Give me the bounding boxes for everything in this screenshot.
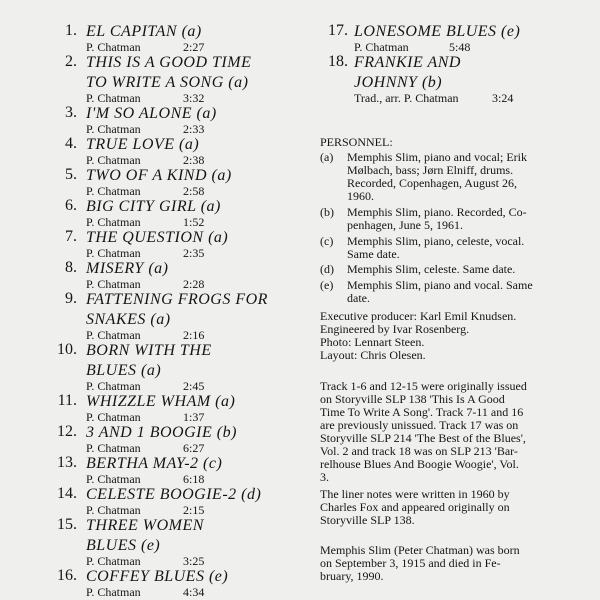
personnel-line: penhagen, June 5, 1961.	[347, 218, 463, 233]
personnel-text	[347, 151, 575, 203]
text-line: on September 3, 1915 and died in Fe-	[320, 556, 501, 570]
personnel-heading: PERSONNEL:	[320, 135, 393, 149]
track-duration: 2:28	[183, 277, 205, 291]
track-composer: P. Chatman	[86, 379, 141, 393]
text-line: bruary, 1990.	[320, 569, 384, 583]
track-title	[86, 22, 311, 42]
personnel-line: Mølbach, bass; Jørn Elniff, drums.	[347, 163, 514, 177]
track-title	[86, 53, 311, 93]
track-title	[86, 228, 311, 248]
track-duration: 2:45	[183, 379, 205, 393]
track-title-line: SNAKES (a)	[86, 311, 171, 328]
liner-note	[320, 488, 565, 527]
track-title	[354, 53, 579, 93]
track-composer: P. Chatman	[86, 153, 141, 167]
track-composer: P. Chatman	[86, 246, 141, 260]
personnel-letter: (a)	[320, 150, 334, 164]
text-line: are previously unissued. Track 17 was on	[320, 418, 519, 432]
track-title-line: THIS IS A GOOD TIME	[86, 54, 252, 71]
track-number: 14.	[57, 485, 77, 502]
track-composer: P. Chatman	[86, 40, 141, 54]
personnel-text	[347, 206, 575, 232]
personnel-text	[347, 235, 575, 261]
track-duration: 2:38	[183, 153, 205, 167]
text-line: 3.	[320, 470, 329, 484]
track-number: 4.	[65, 135, 77, 152]
track-title-line: I'M SO ALONE (a)	[86, 105, 217, 122]
track-composer: P. Chatman	[86, 122, 141, 136]
track-title-line: BERTHA MAY-2 (c)	[86, 455, 223, 472]
track-composer: P. Chatman	[86, 91, 141, 105]
track-title-line: THREE WOMEN	[86, 517, 204, 534]
track-composer: P. Chatman	[86, 184, 141, 198]
personnel-line: Memphis Slim, piano, celeste, vocal.	[347, 233, 525, 248]
track-duration: 5:48	[449, 40, 471, 54]
track-title-line: FATTENING FROGS FOR	[86, 291, 268, 308]
track-credit	[354, 91, 514, 105]
track-composer: P. Chatman	[86, 215, 141, 229]
track-title-line: BIG CITY GIRL (a)	[86, 198, 221, 215]
track-composer: P. Chatman	[86, 503, 141, 517]
track-number: 17.	[328, 22, 348, 39]
track-title	[86, 392, 311, 412]
personnel-line: Memphis Slim, piano. Recorded, Co-	[347, 205, 527, 220]
track-title-line: MISERY (a)	[86, 260, 169, 277]
text-line: Storyville SLP 138.	[320, 513, 415, 527]
track-number: 18.	[328, 53, 348, 70]
track-title-line: BLUES (e)	[86, 537, 161, 554]
track-number: 13.	[57, 454, 77, 471]
track-composer: P. Chatman	[86, 441, 141, 455]
track-composer: P. Chatman	[86, 472, 141, 486]
personnel-text	[347, 279, 575, 305]
track-composer: P. Chatman	[86, 585, 141, 599]
biography-note	[320, 544, 565, 583]
personnel-text	[347, 263, 575, 276]
track-duration: 3:32	[183, 91, 205, 105]
track-composer: P. Chatman	[86, 277, 141, 291]
track-composer: P. Chatman	[354, 40, 409, 54]
track-duration: 6:27	[183, 441, 205, 455]
track-title	[354, 22, 579, 42]
track-number: 12.	[57, 423, 77, 440]
track-title	[86, 454, 311, 474]
track-number: 8.	[65, 259, 77, 276]
track-credit	[86, 585, 205, 599]
track-title-line: EL CAPITAN (a)	[86, 23, 202, 40]
track-composer: P. Chatman	[86, 410, 141, 424]
personnel-letter: (e)	[320, 277, 334, 292]
track-title-line: LONESOME BLUES (e)	[354, 23, 521, 40]
track-title	[86, 485, 311, 505]
text-line: Storyville SLP 214 'The Best of the Blues',	[320, 431, 526, 445]
personnel-letter: (b)	[320, 205, 334, 220]
track-duration: 2:58	[183, 184, 205, 198]
track-title	[86, 135, 311, 155]
text-line: Memphis Slim (Peter Chatman) was born	[320, 543, 520, 557]
text-line: Layout: Chris Olesen.	[320, 348, 426, 362]
track-duration: 1:37	[183, 410, 205, 424]
text-line: Time To Write A Song'. Track 7-11 and 16	[320, 405, 524, 419]
track-title-line: WHIZZLE WHAM (a)	[86, 393, 236, 410]
track-duration: 2:15	[183, 503, 205, 517]
track-number: 5.	[65, 166, 77, 183]
track-duration: 2:27	[183, 40, 205, 54]
text-line: The liner notes were written in 1960 by	[320, 487, 510, 501]
right-column	[320, 0, 600, 600]
track-title-line: BLUES (a)	[86, 362, 162, 379]
track-title	[86, 341, 311, 381]
track-title-line: THE QUESTION (a)	[86, 229, 229, 246]
track-composer: Trad., arr. P. Chatman	[354, 91, 459, 105]
track-title	[86, 259, 311, 279]
production-credits	[320, 310, 565, 362]
personnel-line: Memphis Slim, celeste. Same date.	[347, 262, 516, 277]
track-number: 6.	[65, 197, 77, 214]
text-line: on Storyville SLP 138 'This Is A Good	[320, 392, 505, 406]
issue-note	[320, 380, 565, 484]
personnel-line: Same date.	[347, 246, 400, 261]
track-duration: 4:34	[183, 585, 205, 599]
track-duration: 3:24	[492, 91, 514, 105]
text-line: Track 1-6 and 12-15 were originally issued	[320, 379, 527, 393]
track-title-line: TWO OF A KIND (a)	[86, 167, 232, 184]
track-title-line: TO WRITE A SONG (a)	[86, 74, 249, 91]
track-title	[86, 423, 311, 443]
track-title-line: CELESTE BOOGIE-2 (d)	[86, 486, 262, 503]
track-number: 7.	[65, 228, 77, 245]
personnel-line: Memphis Slim, piano and vocal; Erik	[347, 150, 527, 164]
track-title-line: JOHNNY (b)	[354, 74, 443, 91]
track-title	[86, 567, 311, 587]
track-title	[86, 516, 311, 556]
track-title	[86, 197, 311, 217]
personnel-line: Memphis Slim, piano and vocal. Same	[347, 277, 533, 292]
text-line: relhouse Blues And Boogie Woogie', Vol.	[320, 457, 519, 471]
text-line: Photo: Lennart Steen.	[320, 335, 425, 349]
personnel-line: date.	[347, 290, 370, 305]
track-composer: P. Chatman	[86, 554, 141, 568]
text-line: Engineered by Ivar Rosenberg.	[320, 322, 470, 336]
track-duration: 2:33	[183, 122, 205, 136]
personnel-letter: (d)	[320, 262, 334, 277]
track-title-line: BORN WITH THE	[86, 342, 212, 359]
track-number: 3.	[65, 104, 77, 121]
text-line: Charles Fox and appeared originally on	[320, 500, 510, 514]
track-title-line: FRANKIE AND	[354, 54, 461, 71]
track-duration: 3:25	[183, 554, 205, 568]
text-line: Executive producer: Karl Emil Knudsen.	[320, 309, 517, 323]
track-title-line: 3 AND 1 BOOGIE (b)	[86, 424, 237, 441]
track-number: 9.	[65, 290, 77, 307]
track-title-line: TRUE LOVE (a)	[86, 136, 200, 153]
track-duration: 6:18	[183, 472, 205, 486]
track-number: 16.	[57, 567, 77, 584]
track-title-line: COFFEY BLUES (e)	[86, 568, 229, 585]
track-number: 10.	[57, 341, 77, 358]
track-duration: 2:35	[183, 246, 205, 260]
track-number: 11.	[57, 392, 77, 409]
track-duration: 2:16	[183, 328, 205, 342]
track-number: 1.	[65, 22, 77, 39]
track-title	[86, 290, 311, 330]
track-title	[86, 104, 311, 124]
track-title	[86, 166, 311, 186]
track-number: 2.	[65, 53, 77, 70]
personnel-line: 1960.	[347, 189, 374, 203]
personnel-letter: (c)	[320, 233, 334, 248]
track-number: 15.	[57, 516, 77, 533]
personnel-line: Recorded, Copenhagen, August 26,	[347, 176, 517, 190]
text-line: Vol. 2 and track 18 was on SLP 213 'Bar-	[320, 444, 518, 458]
track-duration: 1:52	[183, 215, 205, 229]
track-composer: P. Chatman	[86, 328, 141, 342]
